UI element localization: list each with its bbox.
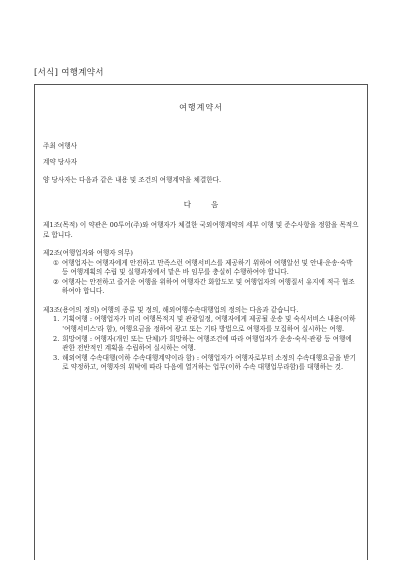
contract-document [34,84,368,560]
item-number: ② [53,277,59,286]
party-contractor: 계약 당사자 [43,158,77,167]
article-text: 제1조(목적) 이 약관은 00투어(주)와 여행자가 체결한 국외여행계약의 세부 이행 및 준수사항을 정함을 목적으로 합니다. [43,221,359,239]
intro-text: 양 당사자는 다음과 같은 내용 및 조건의 여행계약을 체결한다. [43,175,222,184]
item-number: ① [53,258,59,267]
article-text: 제3조(용어의 정의) 여행의 종류 및 정의, 해외여행수속대행업의 정의는 다음과 같습니다. [43,305,299,314]
document-title: 여행계약서 [179,103,223,112]
heading-char: 음 [211,200,219,210]
item-number: 3. [53,353,60,362]
article-3 [43,306,359,373]
list-item [53,354,359,373]
item-text: 기획여행 : 여행업자가 미리 여행목적지 및 관광일정, 여행자에게 제공될 운송 및 숙식서비스 내용(이하 '여행서비스'라 함), 여행요금을 정하여 광고 또는 기타 방법으로 여행자를 모집하여 실시하는 여행. [62,315,356,334]
list-item [53,315,359,334]
parties [43,142,359,168]
form-label: [서식] 여행계약서 [34,68,104,78]
item-number: 2. [53,334,60,343]
item-text: 여행업자는 여행자에게 안전하고 만족스런 여행서비스를 제공하기 위하여 여행알선 및 안내·운송·숙박 등 여행계획의 수립 및 실행과정에서 맡은 바 임무를 충실히 수행하여야 합니다. [61,258,353,277]
party-organizer: 주최 여행사 [43,141,77,150]
item-text: 희망여행 : 여행자(개인 또는 단체)가 희망하는 여행조건에 따라 여행업자가 운송·숙식·관광 등 여행에 관한 전반적인 계획을 수립하여 실시하는 여행. [62,334,352,353]
section-heading [43,200,359,211]
article-1 [43,221,359,240]
list-item [53,335,359,354]
item-number: 1. [53,315,60,324]
list-item [53,278,359,297]
item-text: 여행자는 안전하고 즐거운 여행을 위하여 여행자간 화합도모 및 여행업자의 여행질서 유지에 적극 협조하여야 합니다. [61,277,355,296]
article-2 [43,249,359,297]
article-text: 제2조(여행업자와 여행자 의무) [43,249,133,258]
heading-char: 다 [183,200,191,210]
list-item [53,259,359,278]
item-text: 해외여행 수속대행(이하 수속대행계약이라 함) : 여행업자가 여행자로부터 소정의 수속대행요금을 받기로 약정하고, 여행자의 위탁에 따라 다음에 열거하는 업무(이하 수속 대행업무라함)를 대행하는 것. [62,353,357,372]
